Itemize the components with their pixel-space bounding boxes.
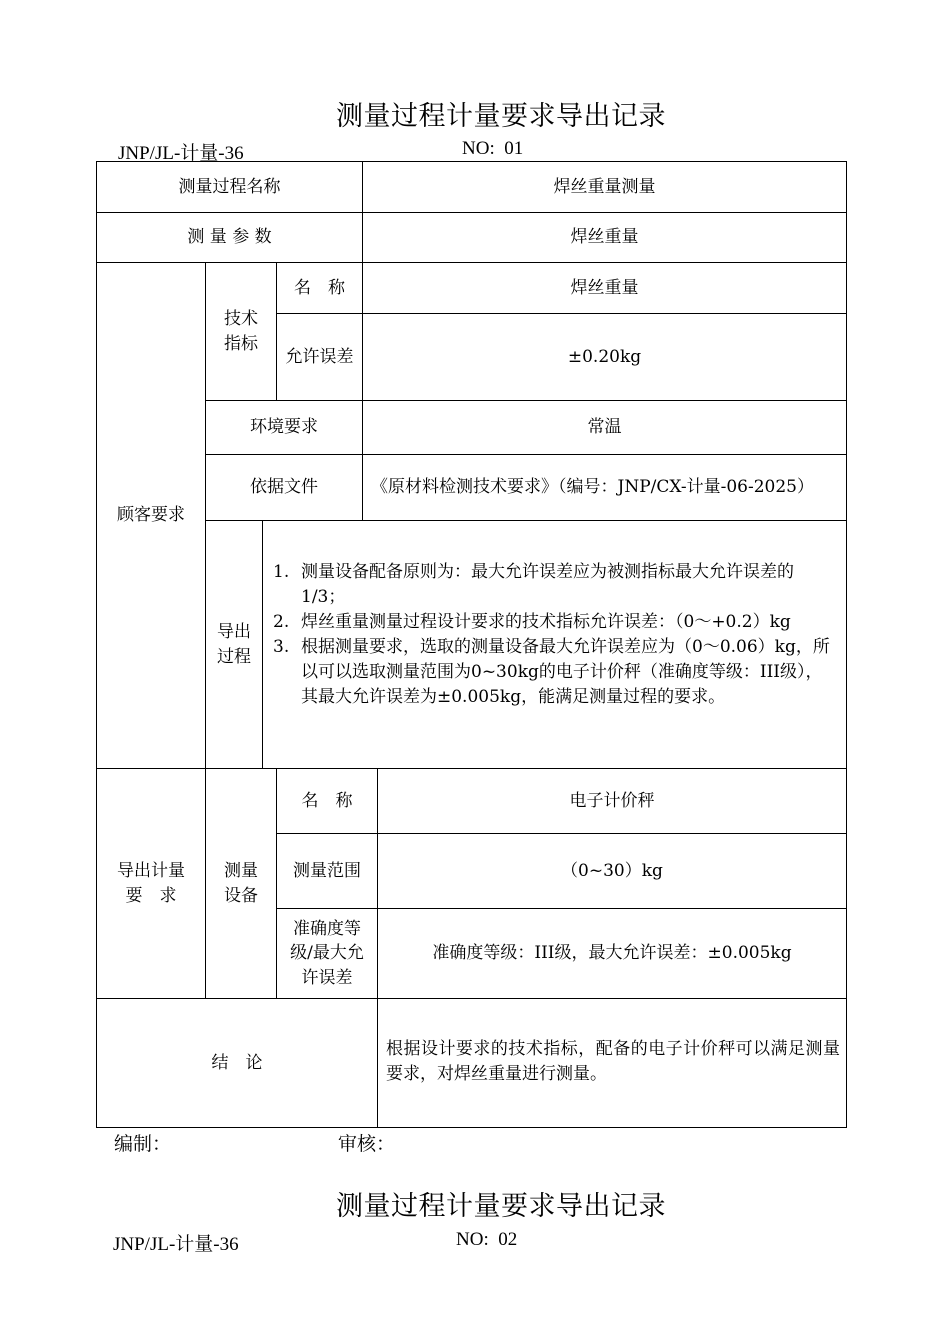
- basis-doc-value: 《原材料检测技术要求》（编号：JNP/CX-计量-06-2025）: [363, 455, 847, 521]
- name-label: 名 称: [277, 263, 363, 314]
- environment-label: 环境要求: [206, 401, 363, 455]
- derivation-content: [263, 521, 847, 769]
- derived-req-line: 导出计量: [117, 860, 185, 881]
- tech-index-line: 技术: [224, 308, 258, 329]
- name-value: 焊丝重量: [363, 263, 847, 314]
- record-number-label: NO:: [456, 1229, 489, 1250]
- doc-code: JNP/JL-计量-36: [118, 143, 244, 164]
- page-title: 测量过程计量要求导出记录: [336, 101, 666, 132]
- derived-req-line: 要 求: [125, 885, 177, 906]
- equip-name-label: 名 称: [277, 769, 378, 834]
- table-row: [97, 162, 847, 213]
- record-number-value: 02: [498, 1229, 518, 1250]
- accuracy-line: 级/最大允: [290, 943, 364, 964]
- process-step-text: 根据测量要求，选取的测量设备最大允许误差应为（0～0.06）kg，所以可以选取测量范围为0~30kg的电子计价秤（准确度等级：III级），其最大允许误差为±0.005kg，能满足测量过程的要求。: [301, 636, 830, 707]
- derivation-label: 导出过程: [206, 521, 263, 769]
- table-row: [97, 769, 847, 834]
- process-steps-list: [269, 560, 838, 710]
- equip-name-value: 电子计价秤: [378, 769, 847, 834]
- equipment-label: [206, 769, 277, 999]
- reviewed-by-label: 审核：: [338, 1133, 396, 1155]
- process-step-number: 3.: [273, 636, 290, 657]
- conclusion-label: 结 论: [97, 999, 378, 1128]
- tech-index-label: [206, 263, 277, 401]
- tech-index-line: 指标: [224, 333, 258, 354]
- table-row: [97, 521, 847, 769]
- table-row: [97, 263, 847, 314]
- process-name-value: 焊丝重量测量: [363, 162, 847, 213]
- process-name-label: 测量过程名称: [97, 162, 363, 213]
- tolerance-value: ±0.20kg: [363, 314, 847, 401]
- table-row: [97, 401, 847, 455]
- process-step: [269, 560, 838, 610]
- derived-req-label: [97, 769, 206, 999]
- process-step: [269, 610, 838, 635]
- tolerance-label: 允许误差: [277, 314, 363, 401]
- parameter-label: 测 量 参 数: [97, 213, 363, 263]
- doc-code-2: JNP/JL-计量-36: [113, 1234, 239, 1255]
- table-row: [97, 213, 847, 263]
- equipment-line: 测量: [224, 860, 258, 881]
- accuracy-line: 准确度等: [293, 918, 361, 939]
- record-number-value: 01: [504, 138, 524, 159]
- process-step-text: 测量设备配备原则为：最大允许误差应为被测指标最大允许误差的1/3；: [301, 561, 794, 607]
- equipment-line: 设备: [224, 885, 258, 906]
- accuracy-value: 准确度等级：III级，最大允许误差：±0.005kg: [378, 909, 847, 999]
- parameter-value: 焊丝重量: [363, 213, 847, 263]
- table-row: [97, 999, 847, 1128]
- record-number-label: NO:: [462, 138, 495, 159]
- range-label: 测量范围: [277, 834, 378, 909]
- record-table: [96, 161, 847, 1128]
- basis-doc-label: 依据文件: [206, 455, 363, 521]
- page-title-2: 测量过程计量要求导出记录: [336, 1191, 666, 1222]
- compiled-by-label: 编制：: [114, 1133, 172, 1155]
- range-value: （0~30）kg: [378, 834, 847, 909]
- process-step-text: 焊丝重量测量过程设计要求的技术指标允许误差：（0～+0.2）kg: [301, 611, 791, 632]
- customer-req-label: 顾客要求: [97, 263, 206, 769]
- accuracy-label: [277, 909, 378, 999]
- record-number: [462, 138, 523, 160]
- environment-value: 常温: [363, 401, 847, 455]
- record-number-2: [456, 1229, 517, 1251]
- process-step: [269, 635, 838, 710]
- conclusion-value: 根据设计要求的技术指标，配备的电子计价秤可以满足测量要求，对焊丝重量进行测量。: [378, 999, 847, 1128]
- accuracy-line: 许误差: [301, 967, 353, 988]
- process-step-number: 2.: [273, 611, 290, 632]
- table-row: [97, 455, 847, 521]
- process-step-number: 1.: [273, 561, 290, 582]
